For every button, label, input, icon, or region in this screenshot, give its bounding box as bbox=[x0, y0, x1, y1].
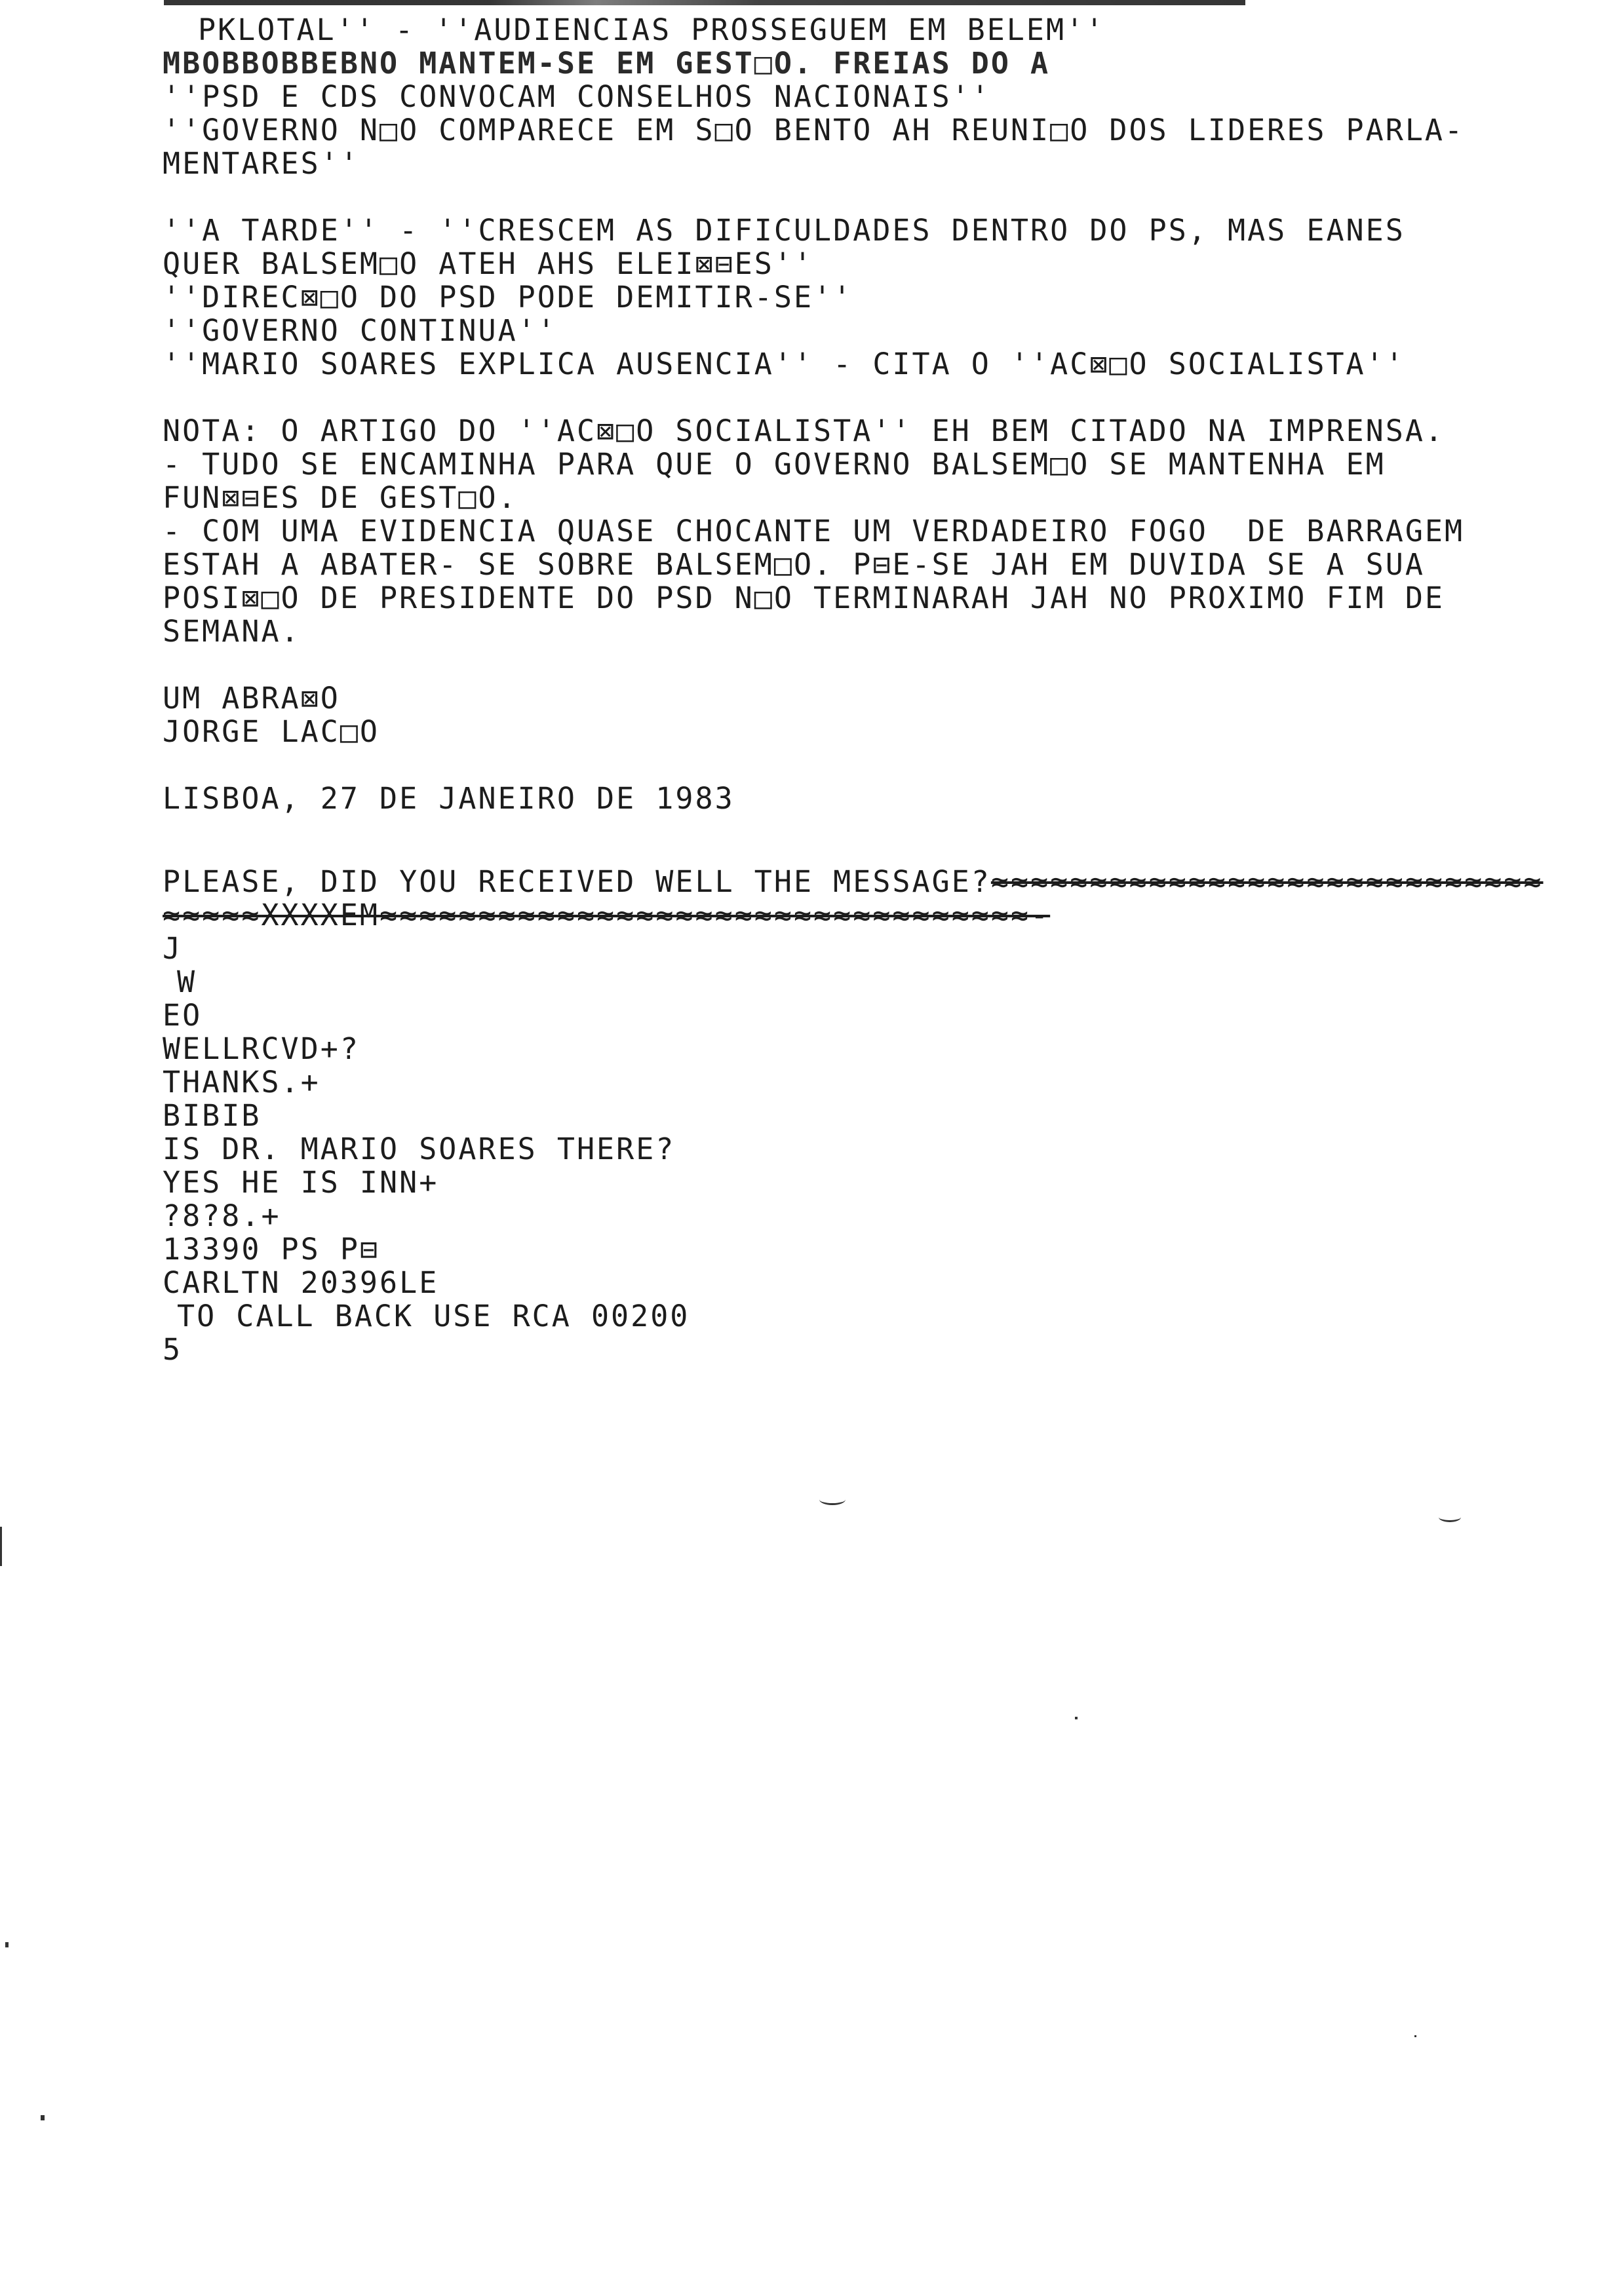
text-line: ''PSD E CDS CONVOCAM CONSELHOS NACIONAIS'' bbox=[163, 79, 991, 114]
blank-line bbox=[163, 180, 1578, 214]
text-line: - TUDO SE ENCAMINHA PARA QUE O GOVERNO BALSEM□O SE MANTENHA EM bbox=[163, 447, 1386, 482]
query-line bbox=[163, 865, 1578, 898]
text-line: EO bbox=[163, 998, 203, 1033]
scan-artifact bbox=[1439, 1512, 1461, 1522]
date-line: LISBOA, 27 DE JANEIRO DE 1983 bbox=[163, 781, 735, 816]
blank-line bbox=[163, 815, 1578, 865]
text-line: BIBIB bbox=[163, 1098, 262, 1133]
scan-artifact bbox=[41, 2115, 45, 2120]
text-line: MENTARES'' bbox=[163, 146, 360, 181]
text-line: 13390 PS P⊟ bbox=[163, 1232, 380, 1267]
telex-body bbox=[163, 13, 1578, 1366]
text-line: W bbox=[177, 965, 197, 999]
signoff-line: UM ABRA⊠O bbox=[163, 681, 340, 716]
text-line: ?8?8.+ bbox=[163, 1198, 281, 1233]
scan-artifact bbox=[0, 1527, 2, 1566]
overstrike-marks: ≈≈≈≈≈ bbox=[163, 898, 262, 932]
text-line: J bbox=[163, 931, 183, 966]
query-text: PLEASE, DID YOU RECEIVED WELL THE MESSAGE? bbox=[163, 864, 991, 899]
text-line: QUER BALSEM□O ATEH AHS ELEI⊠⊟ES'' bbox=[163, 246, 814, 281]
scan-artifact bbox=[1414, 2035, 1416, 2037]
text-line: 5 bbox=[163, 1332, 183, 1367]
text-line: FUN⊠⊟ES DE GEST□O. bbox=[163, 480, 518, 515]
text-line: IS DR. MARIO SOARES THERE? bbox=[163, 1132, 676, 1166]
text-line: WELLRCVD+? bbox=[163, 1031, 360, 1066]
text-line: YES HE IS INN+ bbox=[163, 1165, 439, 1200]
overstrike-marks: ≈≈≈≈≈≈≈≈≈≈≈≈≈≈≈≈≈≈≈≈≈≈≈≈≈≈≈≈ bbox=[990, 864, 1544, 899]
scan-artifact bbox=[819, 1494, 846, 1505]
text-line: TO CALL BACK USE RCA 00200 bbox=[177, 1299, 690, 1333]
overstrike-text: XXXXEM bbox=[261, 898, 380, 932]
text-line: ''A TARDE'' - ''CRESCEM AS DIFICULDADES DENTRO DO PS, MAS EANES bbox=[163, 213, 1405, 248]
signature-line: JORGE LAC□O bbox=[163, 714, 380, 749]
text-line: ''GOVERNO N□O COMPARECE EM S□O BENTO AH REUNI□O DOS LIDERES PARLA- bbox=[163, 113, 1465, 147]
scan-artifact bbox=[1075, 1717, 1078, 1719]
text-line: MBOBBOBBEBNO MANTEM-SE EM GEST□O. FREIAS DO A bbox=[163, 46, 1051, 81]
blank-line bbox=[163, 381, 1578, 414]
text-line: ''DIREC⊠□O DO PSD PODE DEMITIR-SE'' bbox=[163, 280, 853, 315]
text-line: PKLOTAL'' - ''AUDIENCIAS PROSSEGUEM EM BELEM'' bbox=[198, 12, 1106, 47]
blank-line bbox=[163, 648, 1578, 681]
text-line: SEMANA. bbox=[163, 614, 301, 649]
overstrike-line bbox=[163, 898, 1578, 932]
text-line: NOTA: O ARTIGO DO ''AC⊠□O SOCIALISTA'' EH BEM CITADO NA IMPRENSA. bbox=[163, 413, 1445, 448]
torn-top-edge bbox=[164, 0, 1245, 5]
blank-line bbox=[163, 748, 1578, 782]
text-line: ''GOVERNO CONTINUA'' bbox=[163, 313, 557, 348]
text-line: ''MARIO SOARES EXPLICA AUSENCIA'' - CITA O ''AC⊠□O SOCIALISTA'' bbox=[163, 347, 1405, 381]
overstrike-marks: ≈≈≈≈≈≈≈≈≈≈≈≈≈≈≈≈≈≈≈≈≈≈≈≈≈≈≈≈≈≈≈≈≈- bbox=[379, 898, 1051, 932]
text-line: - COM UMA EVIDENCIA QUASE CHOCANTE UM VERDADEIRO FOGO DE BARRAGEM bbox=[163, 514, 1465, 548]
text-line: POSI⊠□O DE PRESIDENTE DO PSD N□O TERMINARAH JAH NO PROXIMO FIM DE bbox=[163, 581, 1445, 615]
text-line: CARLTN 20396LE bbox=[163, 1265, 439, 1300]
text-line: THANKS.+ bbox=[163, 1065, 321, 1100]
text-line: ESTAH A ABATER- SE SOBRE BALSEM□O. P⊟E-SE JAH EM DUVIDA SE A SUA bbox=[163, 547, 1425, 582]
scan-artifact bbox=[5, 1942, 9, 1947]
